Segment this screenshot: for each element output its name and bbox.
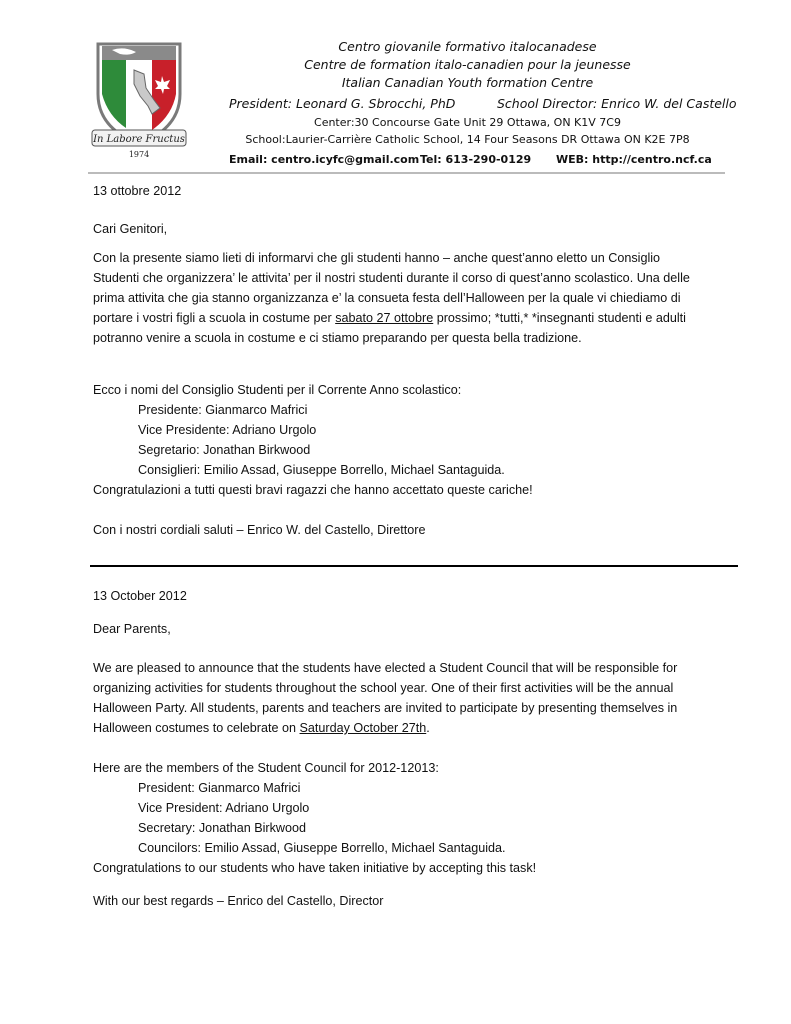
english-date: 13 October 2012 [93,589,187,603]
italian-closing: Con i nostri cordiali saluti – Enrico W. del Castello, Direttore [93,523,426,537]
center-address: Center:30 Concourse Gate Unit 29 Ottawa, ON K1V 7C9 [314,116,621,129]
header-divider [88,172,725,174]
italian-paragraph: Con la presente siamo lieti di informarvi che gli studenti hanno – anche quest’anno eletto un Consiglio Studenti che organizzera’ le attivita’ per il nostri studenti durante il corso di quest’anno scolastico. Una delle prima attivita che gia stanno organizzanza e’ la consueta festa dell’Halloween per la quale vi chiediamo di portare i vostri figli a scuola in costume per sabato 27 ottobre prossimo; *tutti,* *insegnanti studenti e adulti potranno venire a scuola in costume e ci stiamo preparando per questa bella tradizione. [93,251,690,345]
italian-party-date: sabato 27 ottobre [335,311,434,325]
english-list-intro: Here are the members of the Student Council for 2012-12013: [93,761,439,775]
english-member: Vice President: Adriano Urgolo [138,801,310,815]
english-member: Councilors: Emilio Assad, Giuseppe Borrello, Michael Santaguida. [138,841,506,855]
english-party-date: Saturday October 27th [299,721,427,735]
school-address: School:Laurier-Carrière Catholic School, 14 Four Seasons DR Ottawa ON K2E 7P8 [245,133,690,146]
italian-member: Consiglieri: Emilio Assad, Giuseppe Borrello, Michael Santaguida. [138,463,505,477]
english-closing: With our best regards – Enrico del Castello, Director [93,894,384,908]
italian-member: Segretario: Jonathan Birkwood [138,443,311,457]
svg-text:In Labore Fructus: In Labore Fructus [93,134,185,145]
section-divider [90,565,738,567]
org-name-english: Italian Canadian Youth formation Centre [341,75,594,90]
svg-text:1974: 1974 [128,150,150,159]
contact-phone: Tel: 613-290-0129 [420,153,532,166]
italian-date: 13 ottobre 2012 [93,184,182,198]
italian-member: Presidente: Gianmarco Mafrici [138,403,308,417]
italian-greeting: Cari Genitori, [93,222,168,236]
president-line: President: Leonard G. Sbrocchi, PhD [229,96,456,111]
italian-list-intro: Ecco i nomi del Consiglio Studenti per il Corrente Anno scolastico: [93,383,462,397]
english-member: President: Gianmarco Mafrici [138,781,301,795]
italian-member: Vice Presidente: Adriano Urgolo [138,423,317,437]
english-member: Secretary: Jonathan Birkwood [138,821,307,835]
contact-website: WEB: http://centro.ncf.ca [556,153,712,166]
contact-email: Email: centro.icyfc@gmail.com [229,153,420,166]
director-line: School Director: Enrico W. del Castello [497,96,737,111]
school-crest-logo [90,36,188,166]
english-paragraph: We are pleased to announce that the students have elected a Student Council that will be responsible for organizing activities for students throughout the school year. One of their first activities will be the annual Halloween Party. All students, parents and teachers are invited to participate by presenting themselves in Halloween costumes to celebrate on Saturday October 27th. [93,661,678,735]
italian-congrats: Congratulazioni a tutti questi bravi ragazzi che hanno accettato queste cariche! [93,483,533,497]
english-congrats: Congratulations to our students who have taken initiative by accepting this task! [93,861,537,875]
org-name-italian: Centro giovanile formativo italocanadese [338,39,597,54]
english-greeting: Dear Parents, [93,622,171,636]
org-name-french: Centre de formation italo-canadien pour la jeunesse [304,57,631,72]
